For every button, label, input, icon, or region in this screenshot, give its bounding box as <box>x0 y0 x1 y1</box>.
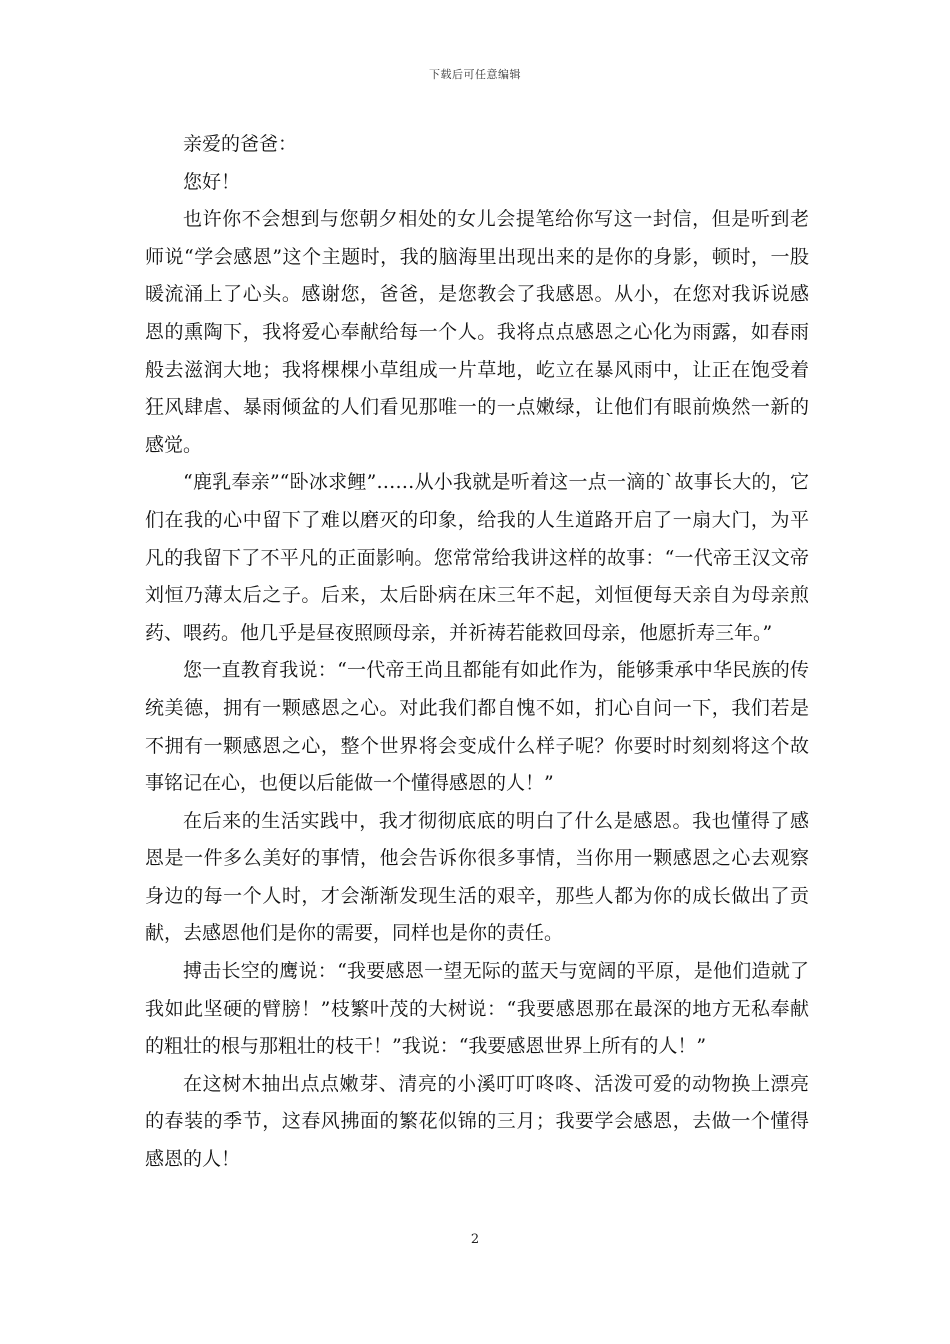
page-header: 下载后可任意编辑 <box>429 68 521 81</box>
paragraph-3: 您一直教育我说：“一代帝王尚且都能有如此作为，能够秉承中华民族的传统美德，拥有一颗感恩之心。对此我们都自愧不如，扪心自问一下，我们若是不拥有一颗感恩之心，整个世界将会变成什么样子呢？你要时时刻刻将这个故事铭记在心，也便以后能做一个懂得感恩的人！” <box>145 659 809 795</box>
paragraph-4: 在后来的生活实践中，我才彻彻底底的明白了什么是感恩。我也懂得了感恩是一件多么美好的事情，他会告诉你很多事情，当你用一颗感恩之心去观察身边的每一个人时，才会渐渐发现生活的艰辛，那些人都为你的成长做出了贡献，去感恩他们是你的需要，同样也是你的责任。 <box>145 809 809 945</box>
paragraph-1: 也许你不会想到与您朝夕相处的女儿会提笔给你写这一封信，但是听到老师说“学会感恩”这个主题时，我的脑海里出现出来的是你的身影，顿时，一股暖流涌上了心头。感谢您，爸爸，是您教会了我感恩。从小，在您对我诉说感恩的熏陶下，我将爱心奉献给每一个人。我将点点感恩之心化为雨露，如春雨般去滋润大地；我将棵棵小草组成一片草地，屹立在暴风雨中，让正在饱受着狂风肆虐、暴雨倾盆的人们看见那唯一的一点嫩绿，让他们有眼前焕然一新的感觉。 <box>145 208 809 456</box>
paragraph-2: “鹿乳奉亲”“卧冰求鲤”……从小我就是听着这一点一滴的`故事长大的，它们在我的心中留下了难以磨灭的印象，给我的人生道路开启了一扇大门，为平凡的我留下了不平凡的正面影响。您常常给我讲这样的故事：“一代帝王汉文帝刘恒乃薄太后之子。后来，太后卧病在床三年不起，刘恒便每天亲自为母亲煎药、喂药。他几乎是昼夜照顾母亲，并祈祷若能救回母亲，他愿折寿三年。” <box>145 471 809 644</box>
letter-greeting: 您好！ <box>183 170 241 193</box>
paragraph-6: 在这树木抽出点点嫩芽、清亮的小溪叮叮咚咚、活泼可爱的动物换上漂亮的春装的季节，这春风拂面的繁花似锦的三月；我要学会感恩，去做一个懂得感恩的人！ <box>145 1072 809 1171</box>
letter-body <box>145 126 809 1179</box>
letter-salutation: 亲爱的爸爸： <box>183 133 298 155</box>
page-number: 2 <box>470 1232 480 1247</box>
paragraph-5: 搏击长空的鹰说：“我要感恩一望无际的蓝天与宽阔的平原，是他们造就了我如此坚硬的臂膀！”枝繁叶茂的大树说：“我要感恩那在最深的地方无私奉献的粗壮的根与那粗壮的枝干！”我说：“我要感恩世界上所有的人！” <box>145 960 809 1058</box>
